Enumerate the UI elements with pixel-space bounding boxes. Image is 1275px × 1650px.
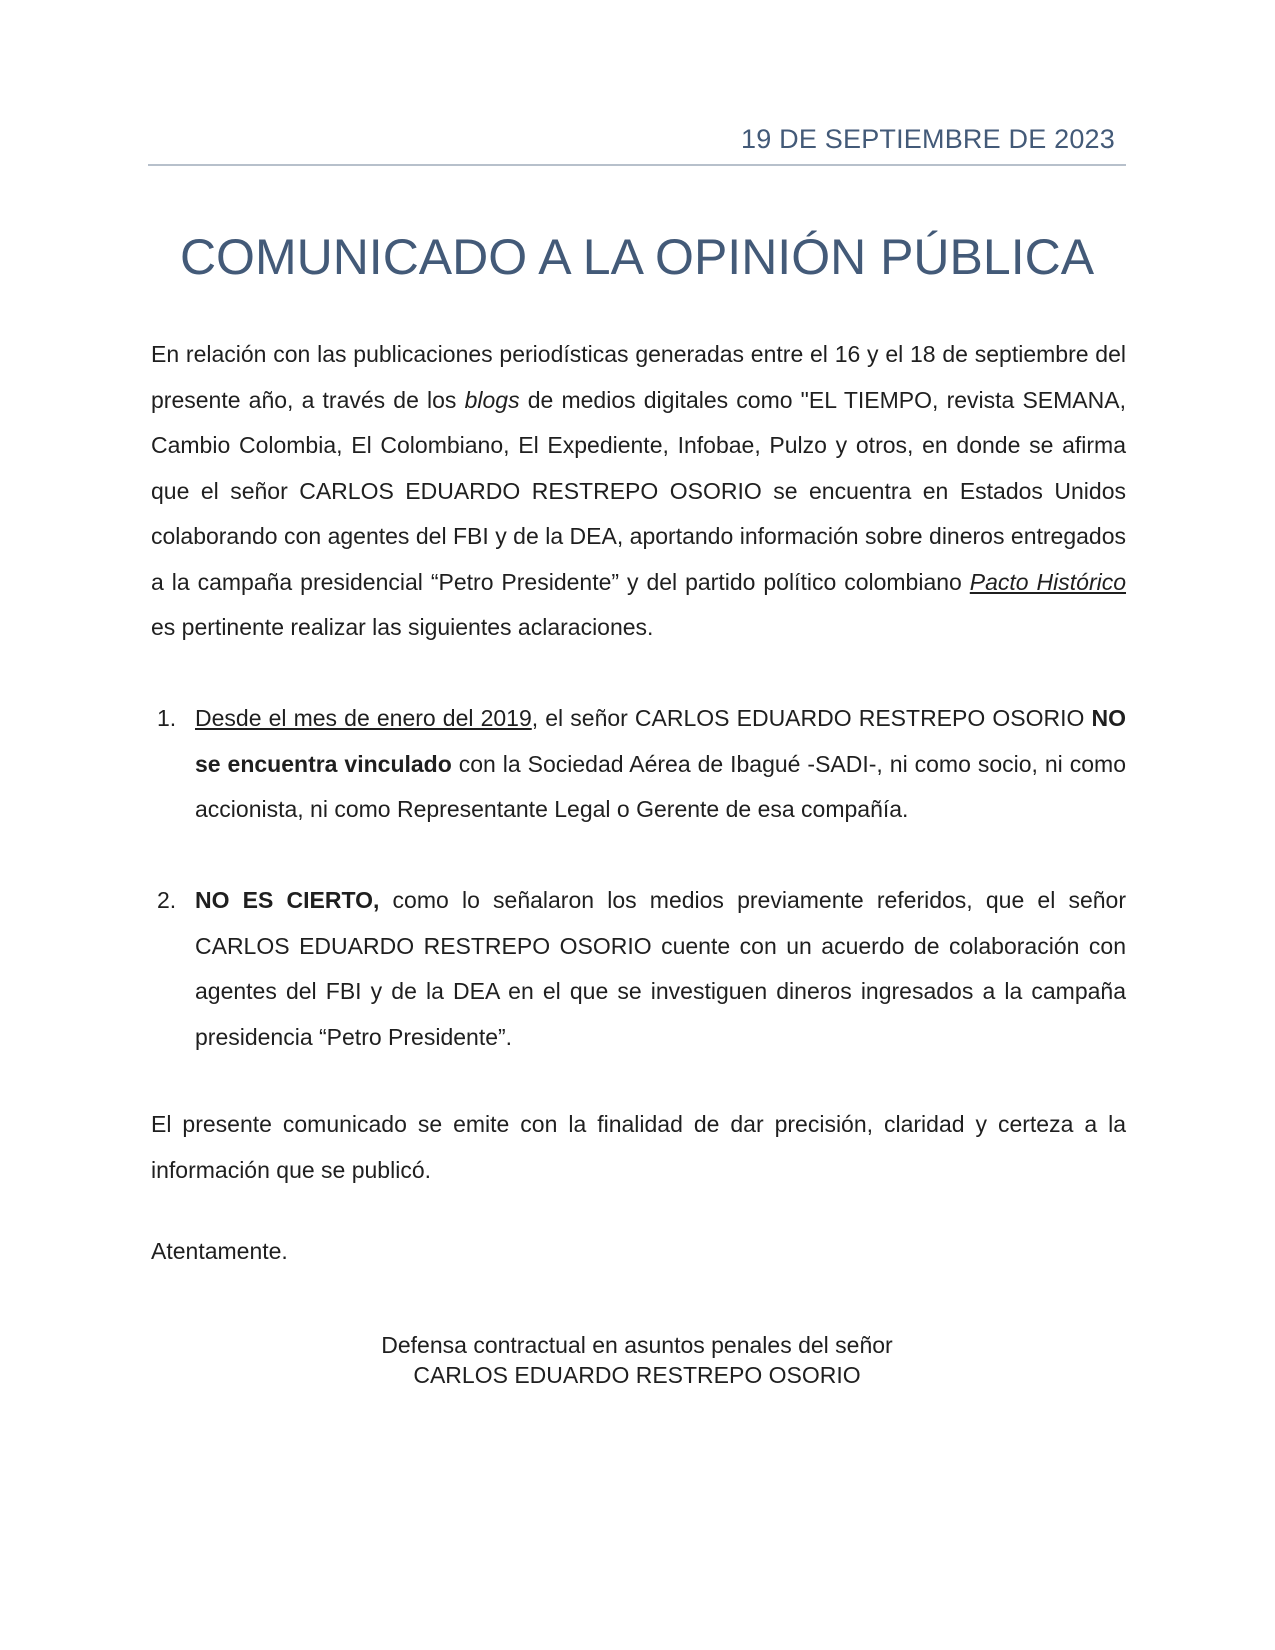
list-number-1: 1. [157, 705, 177, 731]
closing-regards: Atentamente. [151, 1238, 288, 1264]
header-divider [148, 164, 1126, 166]
intro-pacto-historico: Pacto Histórico [969, 568, 1127, 595]
item1-text-2: con la Sociedad Aérea de Ibagué -SADI-, ni como socio, ni como accionista, ni como Representante Legal o Gerente de esa compañía. [195, 750, 1126, 822]
closing-paragraph: El presente comunicado se emite con la finalidad de dar precisión, claridad y certeza a la información que se publicó. [151, 1111, 1126, 1183]
intro-text-2: de medios digitales como "EL TIEMPO, revista SEMANA, Cambio Colombia, El Colombiano, El Expediente, Infobae, Pulzo y otros, en donde se afirma que el señor CARLOS EDUARDO RESTREPO OSORIO se encuentra en Estados Unidos colaborando con agentes del FBI y de la DEA, aportando información sobre dineros entregados a la campaña presidencial “Petro Presidente” y del partido político colombiano [151, 386, 1126, 595]
intro-text-3: es pertinente realizar las siguientes aclaraciones. [151, 614, 654, 640]
list-item-1 [151, 696, 1126, 833]
document-title: COMUNICADO A LA OPINIÓN PÚBLICA [179, 229, 1095, 285]
signature-line-2: CARLOS EDUARDO RESTREPO OSORIO [413, 1362, 861, 1388]
item1-bold-statement: NO se encuentra vinculado [195, 705, 1126, 777]
item1-text-1: , el señor CARLOS EDUARDO RESTREPO OSORIO [531, 705, 1092, 731]
intro-text-1: En relación con las publicaciones periodísticas generadas entre el 16 y el 18 de septiembre del presente año, a través de los [151, 341, 1126, 413]
signature-line-1: Defensa contractual en asuntos penales del señor [381, 1332, 893, 1358]
intro-blogs-word: blogs [464, 386, 520, 413]
item1-underlined-date: Desde el mes de enero del 2019 [195, 705, 532, 731]
document-date: 19 DE SEPTIEMBRE DE 2023 [741, 124, 1115, 154]
list-item-2 [151, 878, 1126, 1060]
list-item-2-text [195, 878, 1126, 1060]
item2-text-1: como lo señalaron los medios previamente referidos, que el señor CARLOS EDUARDO RESTREPO OSORIO cuente con un acuerdo de colaboración con agentes del FBI y de la DEA en el que se investiguen dineros ingresados a la campaña presidencia “Petro Presidente”. [195, 887, 1127, 1050]
intro-paragraph [151, 332, 1126, 651]
list-number-2: 2. [157, 887, 177, 913]
item2-bold-statement: NO ES CIERTO, [195, 887, 380, 913]
signature-block [148, 1330, 1126, 1390]
list-item-1-text [195, 696, 1126, 833]
